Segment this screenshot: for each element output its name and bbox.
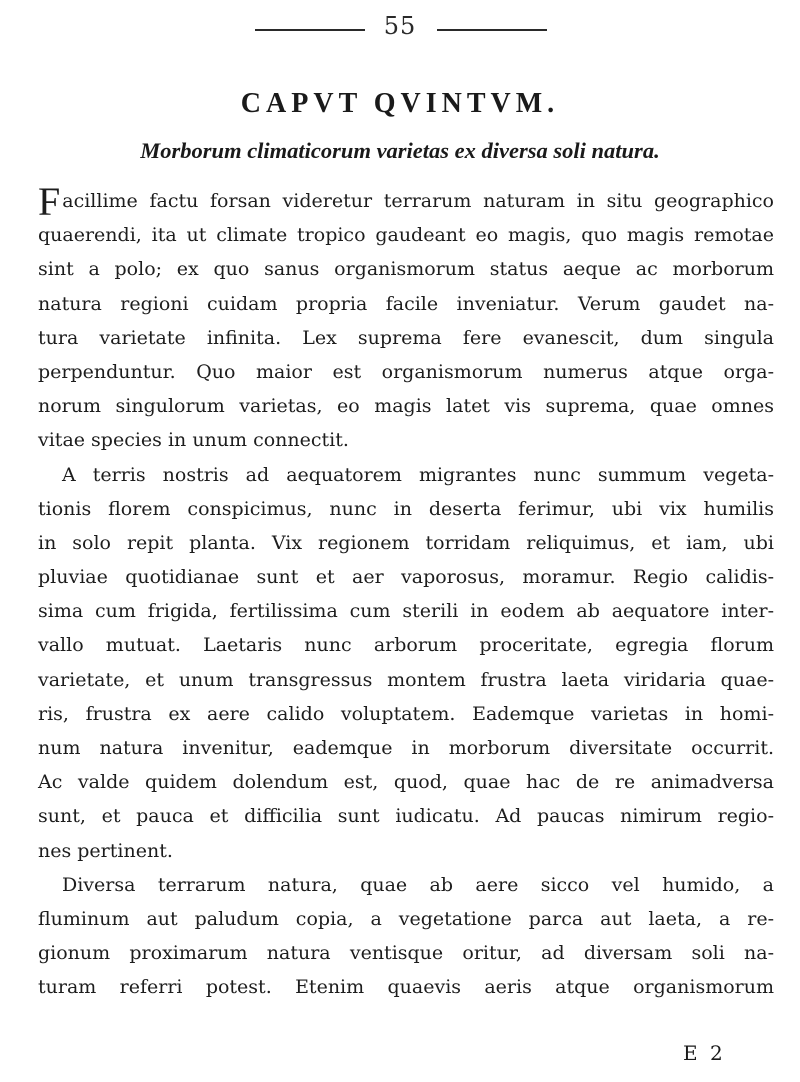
body-text bbox=[38, 179, 774, 1005]
header-rule-left bbox=[255, 29, 365, 31]
text-line bbox=[38, 179, 774, 224]
text-line: vitae species in unum connectit. bbox=[38, 429, 349, 452]
text-line: Diversa terrarum natura, quae ab aere sicco vel humido, a bbox=[62, 873, 774, 896]
chapter-title: CAPVT QVINTVM. bbox=[240, 88, 560, 119]
text-line: Ac valde quidem dolendum est, quod, quae hac de re animadversa bbox=[38, 771, 774, 794]
drop-cap: F bbox=[38, 179, 61, 224]
text-line: ris, frustra ex aere calido voluptatem. Eademque varietas in homi- bbox=[38, 702, 774, 725]
text-line: perpenduntur. Quo maior est organismorum numerus atque orga- bbox=[38, 360, 774, 383]
text-line: turam referri potest. Etenim quaevis aeris atque organismorum bbox=[38, 976, 774, 999]
text-line: varietate, et unum transgressus montem frustra laeta viridaria quae- bbox=[38, 668, 774, 691]
text-line: quaerendi, ita ut climate tropico gaudeant eo magis, quo magis remotae bbox=[38, 224, 774, 247]
text-line: num natura invenitur, eademque in morborum diversitate occurrit. bbox=[38, 737, 774, 759]
chapter-subtitle: Morborum climaticorum varietas ex diversa soli natura. bbox=[140, 138, 660, 163]
text-line: A terris nostris ad aequatorem migrantes nunc summum vegeta- bbox=[62, 463, 774, 486]
signature-mark: E 2 bbox=[683, 1041, 726, 1065]
text-line: nes pertinent. bbox=[38, 839, 173, 862]
page-header bbox=[0, 10, 800, 50]
text-line-content: acillime factu forsan videretur terrarum naturam in situ geographico bbox=[62, 190, 774, 212]
text-line: natura regioni cuidam propria facile inveniatur. Verum gaudet na- bbox=[38, 292, 774, 315]
text-line: sunt, et pauca et difficilia sunt iudicatu. Ad paucas nimirum regio- bbox=[38, 805, 774, 828]
text-line: gionum proximarum natura ventisque oritur, ad diversam soli na- bbox=[38, 942, 774, 965]
text-line: tionis florem conspicimus, nunc in deserta ferimur, ubi vix humilis bbox=[38, 497, 774, 520]
text-line: sima cum frigida, fertilissima cum sterili in eodem ab aequatore inter- bbox=[38, 600, 774, 623]
text-line: fluminum aut paludum copia, a vegetatione parca aut laeta, a re- bbox=[38, 907, 774, 930]
text-line: vallo mutuat. Laetaris nunc arborum proceritate, egregia florum bbox=[38, 634, 774, 657]
text-line: tura varietate infinita. Lex suprema fere evanescit, dum singula bbox=[38, 326, 774, 349]
text-line: pluviae quotidianae sunt et aer vaporosus, moramur. Regio calidis- bbox=[38, 566, 774, 589]
page-number: 55 bbox=[383, 12, 417, 40]
header-rule-right bbox=[437, 29, 547, 31]
text-line: sint a polo; ex quo sanus organismorum status aeque ac morborum bbox=[38, 258, 774, 281]
text-line: in solo repit planta. Vix regionem torridam reliquimus, et iam, ubi bbox=[38, 531, 774, 554]
text-line: norum singulorum varietas, eo magis latet vis suprema, quae omnes bbox=[38, 395, 774, 418]
